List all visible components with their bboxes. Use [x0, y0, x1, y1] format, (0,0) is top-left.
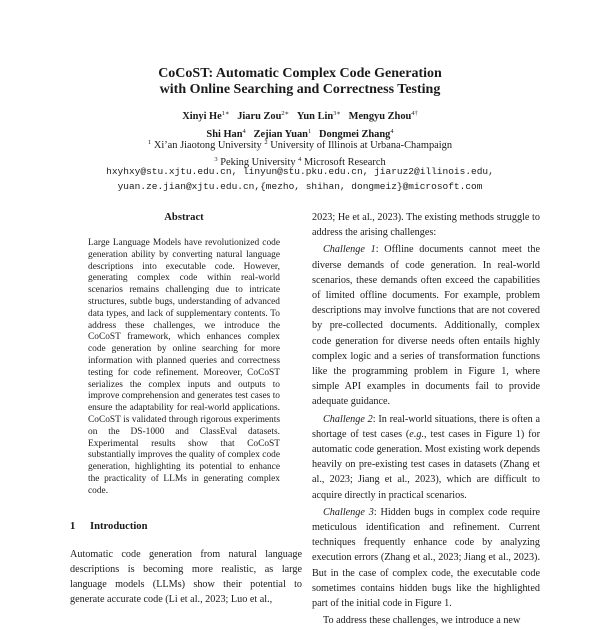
paragraph: To address these challenges, we introduce a new	[323, 615, 521, 627]
author-name: Mengyu Zhou	[348, 111, 412, 122]
author-name: Zejian Yuan	[253, 129, 308, 140]
paper-title	[0, 66, 600, 98]
email-line-2: yuan.ze.jian@xjtu.edu.cn,{mezho, shihan, dongmeiz}@microsoft.com	[117, 181, 483, 192]
paper-title-line-2: with Online Searching and Correctness Testing	[159, 82, 441, 97]
affiliation-name: Microsoft Research	[304, 157, 386, 168]
section-heading-introduction	[70, 521, 148, 532]
author-name: Yun Lin	[296, 111, 334, 122]
introduction-text: Automatic code generation from natural language descriptions is becoming more realistic, as large language models (LLMs) show their potential to generate accurate code (Li et al., 2023; Luo et al.,	[70, 549, 302, 605]
challenge-1-paragraph	[312, 242, 540, 409]
email-line-1: hxyhxy@stu.xjtu.edu.cn, linyun@stu.pku.edu.cn, jiaruz2@illinois.edu,	[106, 166, 494, 177]
challenge-text: : Hidden bugs in complex code require meticulous identification and refinement. Current techniques frequently enhance code by analyzing execution errors (Zhang et al., 2023; Jiang et al., 2023). But in the case of complex code, the executable code sometimes contains hidden bugs like the highlighted part of the initial code in Figure 1.	[312, 506, 540, 610]
challenge-2-paragraph	[312, 412, 540, 503]
author-mark: 1	[307, 128, 312, 135]
email-list	[0, 164, 600, 194]
author-mark: 3∗	[333, 110, 341, 117]
challenge-text: : Offline documents cannot meet the diverse demands of code generation. In real-world scenarios, these demands often exceed the capabilities of limited offline documents. For example, problem descriptions may involve functions that are not covered by pre-collected documents. Additionally, complex code generation for diverse needs often entails highly complex logic and a series of transformation functions like the programming problem in Figure 1, where simple API examples in documents fail to provide adequate guidance.	[312, 244, 541, 408]
affiliation-name: Peking University	[220, 157, 296, 168]
author-mark: 1∗	[221, 110, 230, 117]
author-name: Xinyi He	[182, 111, 222, 122]
affiliation-name: Xi’an Jiaotong University	[153, 140, 262, 151]
challenge-text: , test cases in Figure 1) for automatic code generation. Most existing work depends heavily on pre-existing test cases in datasets (Zhang et al., 2023; Jiang et al., 2023), which are difficult to acquire directly in practical scenarios.	[312, 428, 540, 501]
challenge-text: : In real-world situations, there is often a shortage of test cases (	[312, 413, 541, 440]
affiliation-mark: 1	[147, 139, 152, 146]
eg-abbrev: e.g.	[409, 428, 425, 440]
paragraph: 2023; He et al., 2023). The existing methods struggle to address the arising challenges:	[312, 212, 540, 239]
section-title: Introduction	[90, 521, 148, 532]
paper-title-line-1: CoCoST: Automatic Complex Code Generation	[158, 66, 442, 81]
author-mark: 4†	[411, 110, 418, 117]
author-name: Jiaru Zou	[237, 111, 282, 122]
challenge-label: Challenge 2	[323, 413, 373, 425]
affiliation-mark: 3	[214, 156, 218, 163]
author-name: Dongmei Zhang	[319, 129, 391, 140]
affiliation-line-1	[0, 136, 600, 153]
section-number: 1	[70, 521, 76, 532]
author-line-1	[0, 106, 600, 124]
affiliation-name: University of Illinois at Urbana-Champaign	[270, 140, 453, 151]
right-column	[312, 210, 540, 630]
abstract-text: Large Language Models have revolutionized code generation ability by converting natural language descriptions into executable code. However, generating complex code within real-world scenarios remains challenging due to intricate structures, subtle bugs, understanding of advanced data types, and lack of supplementary contents. To address these challenges, we introduce the CoCoST framework, which enhances complex code generation by online searching for more information with planned queries and correctness testing for code refinement. Moreover, CoCoST serializes the complex inputs and outputs to improve comprehension and generates test cases to ensure the adaptability for real-world applications. CoCoST is validated through rigorous experiments on the DS-1000 and ClassEval datasets. Experimental results show that CoCoST substantially improves the quality of complex code generation, highlighting its potential to enhance the practicality of LLMs in generating complex code.	[88, 238, 280, 496]
author-mark: 2∗	[281, 110, 290, 117]
author-name: Shi Han	[206, 129, 243, 140]
author-mark: 4	[242, 128, 246, 135]
author-mark: 4	[390, 128, 394, 135]
challenge-3-paragraph	[312, 505, 540, 611]
abstract-heading: Abstract	[164, 212, 204, 223]
challenge-label: Challenge 1	[323, 244, 376, 256]
affiliation-mark: 2	[264, 139, 268, 146]
challenge-label: Challenge 3	[323, 506, 374, 518]
affiliation-mark: 4	[298, 156, 302, 163]
